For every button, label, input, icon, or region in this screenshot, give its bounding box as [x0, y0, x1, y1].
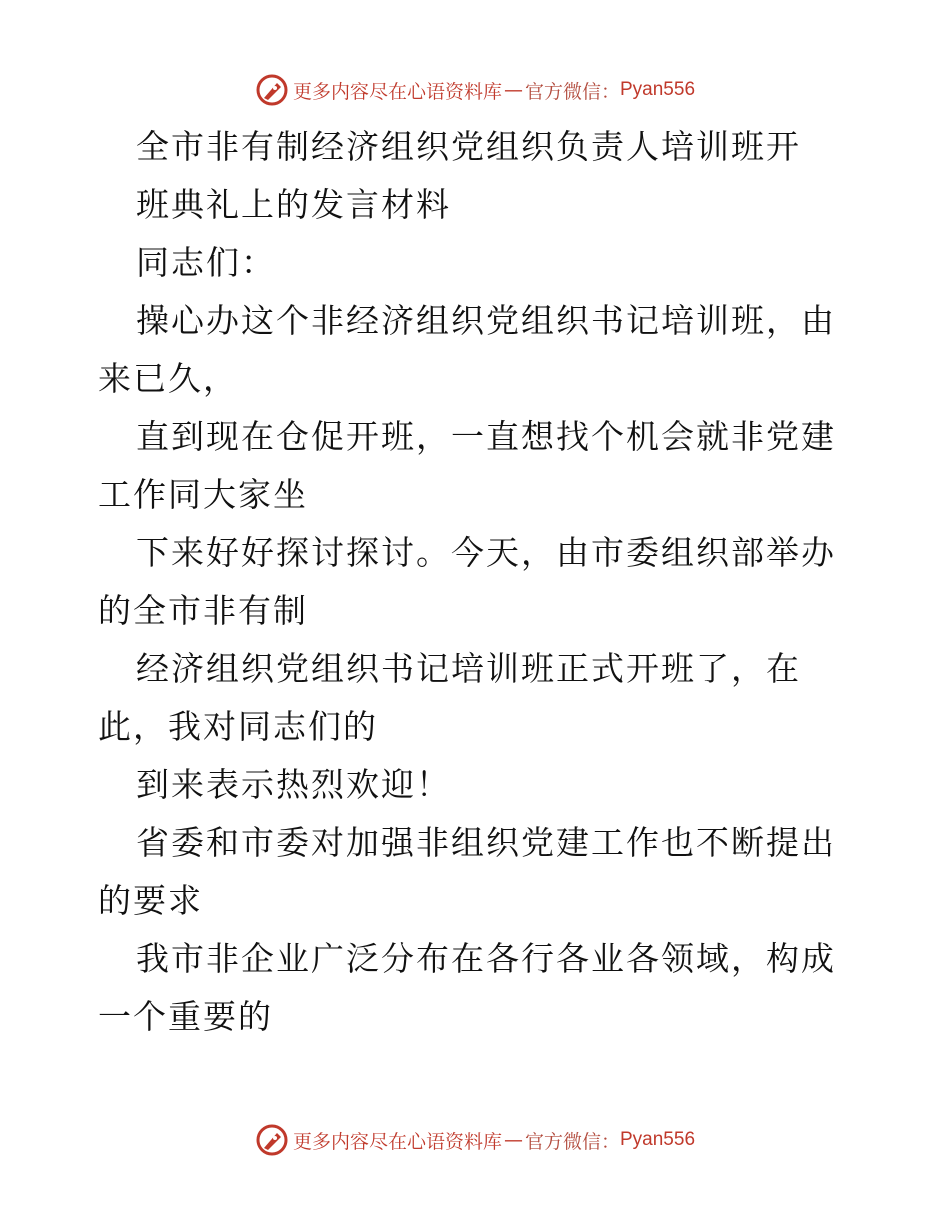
watermark-text: 更多内容尽在心语资料库 — [292, 1130, 502, 1153]
watermark-text: 更多内容尽在心语资料库 — [292, 80, 502, 103]
header-watermark — [0, 70, 950, 110]
paragraph: 省委和市委对加强非组织党建工作也不断提出的要求 — [98, 823, 836, 920]
watermark-wechat-id: Pyan556 — [620, 1129, 696, 1150]
paragraph: 我市非企业广泛分布在各行各业各领域，构成一个重要的 — [98, 939, 836, 1036]
footer-watermark — [0, 1120, 950, 1160]
document-title-line-1: 全市非有制经济组织党组织负责人培训班开 — [136, 127, 801, 166]
document-title-line-2: 班典礼上的发言材料 — [136, 185, 451, 224]
paragraph: 到来表示热烈欢迎！ — [136, 765, 451, 804]
watermark-wechat-label: 官方微信： — [524, 80, 620, 103]
paragraph: 下来好好探讨探讨。今天，由市委组织部举办的全市非有制 — [98, 533, 836, 630]
paragraph: 经济组织党组织书记培训班正式开班了，在此，我对同志们的 — [98, 649, 801, 746]
watermark-dash: — — [503, 79, 523, 101]
pen-nib-logo-icon — [255, 1123, 289, 1157]
paragraph: 操心办这个非经济组织党组织书记培训班，由来已久， — [98, 301, 836, 398]
paragraph: 直到现在仓促开班，一直想找个机会就非党建工作同大家坐 — [98, 417, 836, 514]
pen-nib-logo-icon — [255, 73, 289, 107]
salutation: 同志们： — [136, 243, 276, 282]
watermark-wechat-id: Pyan556 — [620, 79, 696, 100]
watermark-dash: — — [503, 1129, 523, 1151]
document-body — [98, 118, 858, 1046]
watermark-wechat-label: 官方微信： — [524, 1130, 620, 1153]
